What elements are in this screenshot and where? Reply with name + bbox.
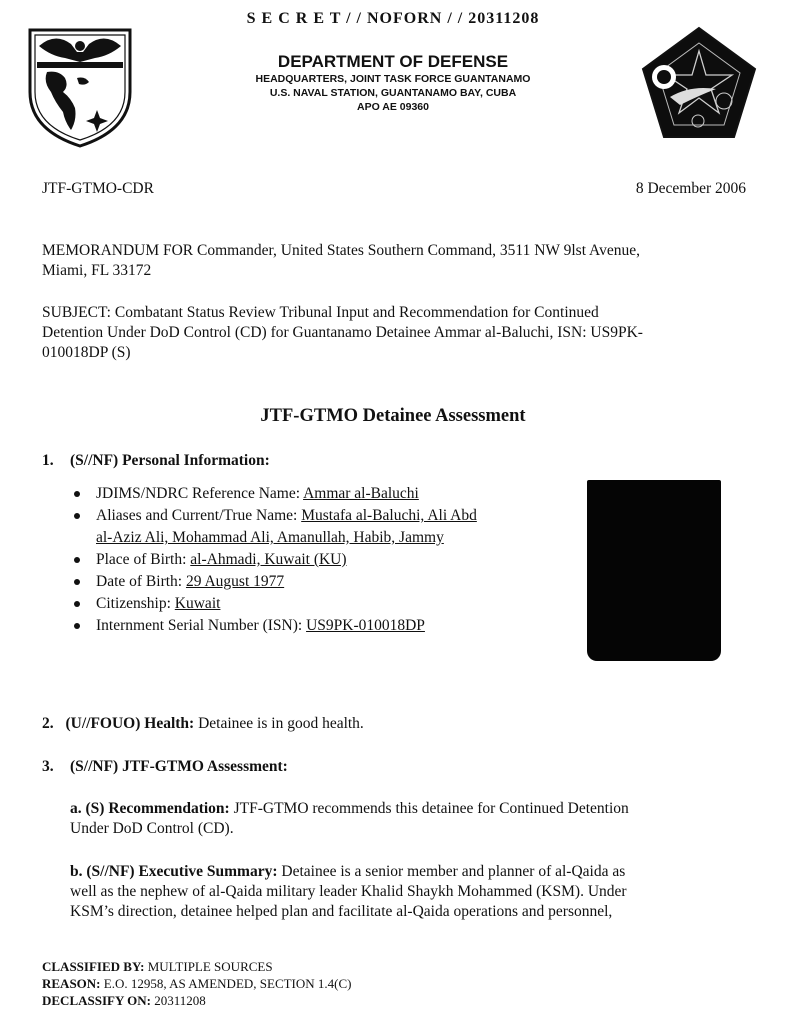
assessment-title: JTF-GTMO Detainee Assessment <box>260 406 526 426</box>
classified-by-value: MULTIPLE SOURCES <box>144 959 273 974</box>
reason-value: E.O. 12958, AS AMENDED, SECTION 1.4(C) <box>100 976 352 991</box>
recommendation-line-1 <box>70 799 629 819</box>
reason-label: REASON: <box>42 976 101 991</box>
classified-by-line <box>42 958 352 975</box>
executive-summary-line-3: KSM’s direction, detainee helped plan and facilitate al-Qaida operations and personnel, <box>70 903 613 920</box>
reason-line <box>42 975 352 992</box>
list-item <box>72 549 562 571</box>
declassify-label: DECLASSIFY ON: <box>42 993 151 1008</box>
redacted-photo <box>587 480 721 661</box>
executive-summary-line-1 <box>70 862 625 882</box>
list-item <box>72 483 562 505</box>
pentagon-jtf-seal-icon <box>640 25 758 141</box>
citizenship-label: Citizenship: <box>96 595 175 612</box>
eagle-shield-seal-icon <box>25 22 135 150</box>
date-of-birth-value: 29 August 1977 <box>185 573 285 590</box>
date-of-birth-label: Date of Birth: <box>96 573 186 590</box>
personal-info-list <box>72 483 562 637</box>
classification-banner: S E C R E T / / NOFORN / / 20311208 <box>246 10 540 27</box>
subject-line-3: 010018DP (S) <box>42 344 131 361</box>
recommendation-text: JTF-GTMO recommends this detainee for Continued Detention <box>229 800 629 817</box>
aliases-label: Aliases and Current/True Name: <box>96 507 302 524</box>
hq-line-2: U.S. NAVAL STATION, GUANTANAMO BAY, CUBA <box>269 87 517 99</box>
memorandum-for-line-1: MEMORANDUM FOR Commander, United States Southern Command, 3511 NW 9lst Avenue, <box>42 242 640 259</box>
aliases-value-continued: al-Aziz Ali, Mohammad Ali, Amanullah, Habib, Jammy <box>96 529 444 546</box>
classification-footer <box>42 958 352 1009</box>
hq-line-1: HEADQUARTERS, JOINT TASK FORCE GUANTANAMO <box>255 73 531 85</box>
reference-name-label: JDIMS/NDRC Reference Name: <box>96 485 304 502</box>
recommendation-heading: a. (S) Recommendation: <box>70 800 230 817</box>
executive-summary-text: Detainee is a senior member and planner of al-Qaida as <box>277 863 626 880</box>
subject-line-1: SUBJECT: Combatant Status Review Tribunal Input and Recommendation for Continued <box>42 304 599 321</box>
classified-by-label: CLASSIFIED BY: <box>42 959 145 974</box>
department-title: DEPARTMENT OF DEFENSE <box>277 52 509 71</box>
section-1-number: 1. <box>42 452 54 469</box>
list-item <box>72 593 562 615</box>
office-symbol: JTF-GTMO-CDR <box>42 180 154 197</box>
aliases-value: Mustafa al-Baluchi, Ali Abd <box>301 507 477 524</box>
subject-line-2: Detention Under DoD Control (CD) for Guantanamo Detainee Ammar al-Baluchi, ISN: US9PK- <box>42 324 643 341</box>
section-2-number: 2. <box>42 715 54 732</box>
reference-name-value: Ammar al-Baluchi <box>303 485 419 502</box>
isn-label: Internment Serial Number (ISN): <box>96 617 307 634</box>
section-2-text: Detainee is in good health. <box>194 715 364 732</box>
hq-line-3: APO AE 09360 <box>357 101 429 113</box>
section-2-heading: (U//FOUO) Health: <box>65 715 195 732</box>
place-of-birth-value: al-Ahmadi, Kuwait (KU) <box>190 551 347 568</box>
declassify-line <box>42 992 352 1009</box>
section-2 <box>42 714 364 734</box>
citizenship-value: Kuwait <box>174 595 221 612</box>
list-item <box>72 615 562 637</box>
section-3-number: 3. <box>42 758 54 775</box>
recommendation-line-2: Under DoD Control (CD). <box>70 820 234 837</box>
memo-date: 8 December 2006 <box>635 180 746 197</box>
executive-summary-heading: b. (S//NF) Executive Summary: <box>70 863 278 880</box>
place-of-birth-label: Place of Birth: <box>96 551 191 568</box>
list-item <box>72 505 562 549</box>
list-item <box>72 571 562 593</box>
isn-value: US9PK-010018DP <box>306 617 425 634</box>
memorandum-for-line-2: Miami, FL 33172 <box>42 262 152 279</box>
section-3-heading: (S//NF) JTF-GTMO Assessment: <box>70 758 288 775</box>
declassify-value: 20311208 <box>150 993 206 1008</box>
section-1-heading: (S//NF) Personal Information: <box>70 452 270 469</box>
executive-summary-line-2: well as the nephew of al-Qaida military leader Khalid Shaykh Mohammed (KSM). Under <box>70 883 627 900</box>
